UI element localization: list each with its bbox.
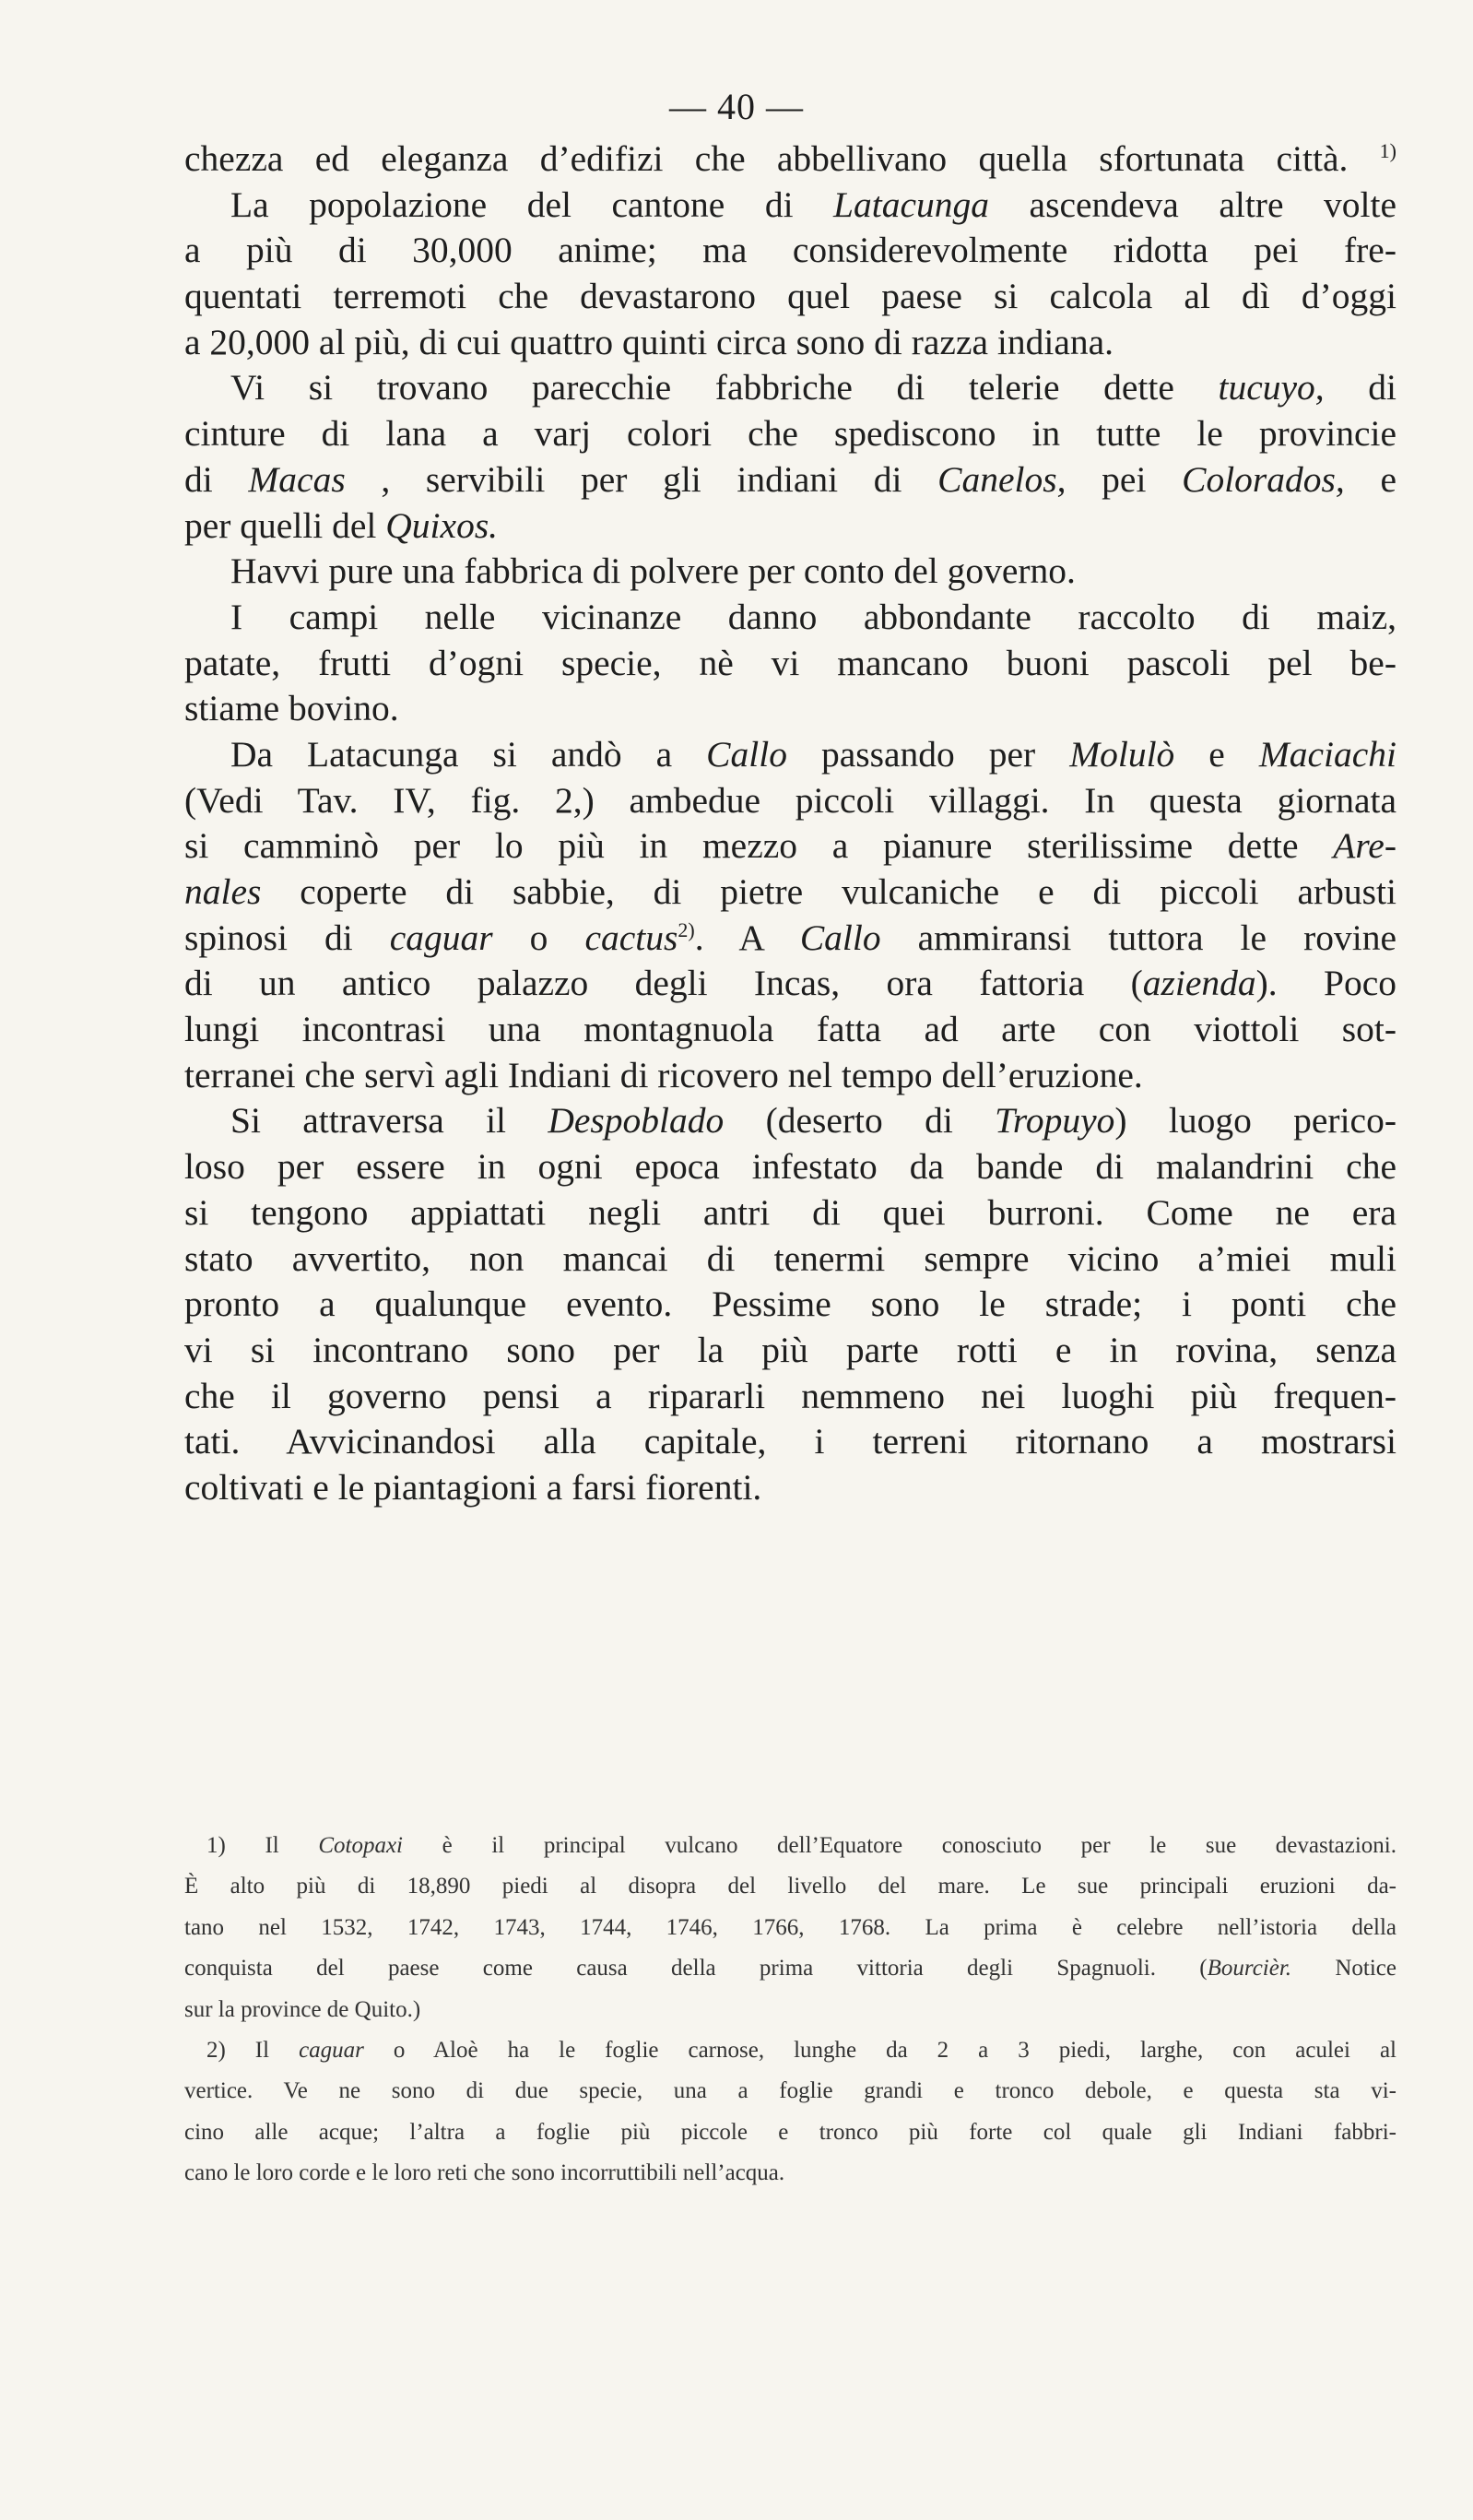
text-run: tano nel 1532, 1742, 1743, 1744, 1746, 1766, 1768. La prima è celebre nell’istoria della [184, 1914, 1396, 1940]
footnote-line [184, 1866, 1396, 1907]
text-line [184, 778, 1396, 824]
text-run: sur la province de Quito.) [184, 1996, 421, 2022]
italic-term: Tropuyo [995, 1100, 1115, 1142]
italic-term: Callo [706, 733, 787, 775]
text-line [184, 228, 1396, 274]
text-run: di un antico palazzo degli Incas, ora fattoria ( [184, 963, 1143, 1004]
page-number: — 40 — [669, 86, 804, 127]
text-run: di [1324, 367, 1396, 408]
italic-term: Colorados, [1182, 458, 1345, 500]
text-line [184, 457, 1396, 503]
text-line [184, 1419, 1396, 1465]
text-run: Notice [1291, 1956, 1396, 1982]
text-run: di [184, 458, 249, 500]
text-run: Havvi pure una fabbrica di polvere per conto del governo. [230, 550, 1076, 592]
text-run: è il principal vulcano dell’Equatore conosciuto per le sue devastazioni. [403, 1833, 1396, 1858]
text-run: che il governo pensi a ripararli nemmeno nei luoghi più frequen- [184, 1375, 1396, 1416]
text-run: 2) Il [206, 2037, 300, 2063]
text-run: quentati terremoti che devastarono quel paese si calcola al dì d’oggi [184, 276, 1396, 317]
text-run: spinosi di [184, 917, 390, 958]
text-run: e [1174, 733, 1259, 775]
footnote-line [184, 1908, 1396, 1948]
text-run: terranei che servì agli Indiani di ricovero nel tempo dell’eruzione. [184, 1054, 1143, 1095]
text-line [184, 1190, 1396, 1236]
text-line [184, 1465, 1396, 1511]
text-line [184, 503, 1396, 550]
footnote-marker: 1) [1379, 138, 1396, 162]
text-run: pei [1066, 458, 1183, 500]
text-run: La popolazione del cantone di [230, 183, 834, 225]
text-run: e [1344, 458, 1396, 500]
text-run: (deserto di [724, 1100, 996, 1142]
text-line [184, 916, 1396, 962]
footnote-marker: 2) [678, 917, 695, 941]
italic-term: Latacunga [833, 183, 990, 225]
text-run: coltivati e le piantagioni a farsi fiorenti. [184, 1466, 762, 1508]
text-run: cinture di lana a varj colori che spediscono in tutte le provincie [184, 413, 1396, 455]
italic-term: Canelos, [937, 458, 1066, 500]
text-line [184, 136, 1396, 183]
text-run: si camminò per lo più in mezzo a pianure sterilissime dette [184, 825, 1334, 867]
italic-term: Callo [799, 917, 881, 958]
text-line [184, 870, 1396, 916]
text-run: ascendeva altre volte [989, 183, 1396, 225]
text-line [184, 732, 1396, 778]
text-line [184, 1328, 1396, 1374]
text-line [184, 320, 1396, 366]
text-run: a più di 30,000 anime; ma considerevolmente ridotta pei fre- [184, 230, 1396, 271]
text-line [184, 1144, 1396, 1190]
text-line [184, 1007, 1396, 1053]
text-run: o Aloè ha le foglie carnose, lunghe da 2 a 3 piedi, larghe, con aculei al [363, 2037, 1396, 2063]
text-run: I campi nelle vicinanze danno abbondante raccolto di maiz, [230, 596, 1396, 637]
text-line [184, 411, 1396, 457]
italic-term: caguar [299, 2037, 364, 2063]
text-run: ) luogo perico- [1114, 1100, 1396, 1142]
text-run: (Vedi Tav. IV, fig. 2,) ambedue piccoli villaggi. In questa giornata [184, 779, 1396, 821]
text-line [184, 1098, 1396, 1144]
footnote-line [184, 1990, 1396, 2030]
text-run: loso per essere in ogni epoca infestato da bande di malandrini che [184, 1146, 1396, 1188]
text-run: È alto più di 18,890 piedi al disopra del livello del mare. Le sue principali eruzioni da- [184, 1874, 1396, 1899]
italic-term: Quixos. [385, 504, 499, 546]
italic-term: Molulò [1069, 733, 1175, 775]
text-run: conquista del paese come causa della prima vittoria degli Spagnuoli. ( [184, 1956, 1208, 1982]
text-run: . A [694, 917, 800, 958]
main-text [184, 136, 1396, 1511]
text-run: si tengono appiattati negli antri di quei burroni. Come ne era [184, 1191, 1396, 1233]
text-line [184, 183, 1396, 229]
text-run: patate, frutti d’ogni specie, nè vi mancano buoni pascoli pel be- [184, 642, 1396, 683]
text-run: vi si incontrano sono per la più parte rotti e in rovina, senza [184, 1329, 1396, 1370]
text-run: o [492, 917, 585, 958]
text-run: chezza ed eleganza d’edifizi che abbellivano quella sfortunata città. [184, 138, 1380, 179]
text-line [184, 274, 1396, 320]
text-run: coperte di sabbie, di pietre vulcaniche e di piccoli arbusti [261, 871, 1396, 912]
italic-term: Maciachi [1258, 733, 1397, 775]
text-line [184, 641, 1396, 687]
text-run: 1) Il [206, 1833, 319, 1858]
text-run: Vi si trovano parecchie fabbriche di telerie dette [230, 367, 1219, 408]
footnote-line [184, 2153, 1396, 2194]
text-line [184, 549, 1396, 595]
italic-term: Cotopaxi [318, 1833, 403, 1858]
text-line [184, 365, 1396, 411]
text-run: stato avvertito, non mancai di tenermi sempre vicino a’miei muli [184, 1237, 1396, 1279]
text-run: pronto a qualunque evento. Pessime sono le strade; i ponti che [184, 1284, 1396, 1325]
text-line [184, 1053, 1396, 1099]
text-line [184, 1374, 1396, 1420]
italic-term: caguar [389, 917, 493, 958]
text-run: a 20,000 al più, di cui quattro quinti circa sono di razza indiana. [184, 321, 1114, 362]
text-run: cano le loro corde e le loro reti che sono incorruttibili nell’acqua. [184, 2160, 785, 2186]
text-run: , servibili per gli indiani di [345, 458, 938, 500]
footnote-line [184, 1826, 1396, 1866]
footnote-line [184, 2071, 1396, 2112]
text-run: Da Latacunga si andò a [230, 733, 707, 775]
italic-term: tucuyo, [1218, 367, 1325, 408]
footnote-line [184, 1948, 1396, 1989]
footnotes [184, 1826, 1396, 2195]
text-line [184, 1282, 1396, 1328]
text-run: per quelli del [184, 504, 386, 546]
text-line [184, 961, 1396, 1007]
text-run: Si attraversa il [230, 1100, 548, 1142]
text-line [184, 686, 1396, 732]
italic-term: Bourcièr. [1207, 1956, 1292, 1982]
text-run: tati. Avvicinandosi alla capitale, i terreni ritornano a mostrarsi [184, 1421, 1396, 1462]
text-run: cino alle acque; l’altra a foglie più piccole e tronco più forte col quale gli Indiani fabbri- [184, 2119, 1396, 2145]
italic-term: azienda [1142, 963, 1256, 1004]
italic-term: Are- [1333, 825, 1396, 867]
text-line [184, 595, 1396, 641]
italic-term: Macas [248, 458, 346, 500]
italic-term: Despoblado [548, 1100, 725, 1142]
footnote-line [184, 2112, 1396, 2153]
text-run: stiame bovino. [184, 688, 399, 729]
text-run: ). Poco [1255, 963, 1397, 1004]
footnote-line [184, 2030, 1396, 2071]
italic-term: nales [184, 871, 262, 912]
italic-term: cactus [584, 917, 678, 958]
text-run: lungi incontrasi una montagnuola fatta ad arte con viottoli sot- [184, 1009, 1396, 1050]
text-line [184, 1236, 1396, 1283]
text-run: vertice. Ve ne sono di due specie, una a foglie grandi e tronco debole, e questa sta vi- [184, 2078, 1396, 2104]
text-run: ammiransi tuttora le rovine [880, 917, 1396, 958]
text-line [184, 823, 1396, 870]
text-run: passando per [786, 733, 1070, 775]
